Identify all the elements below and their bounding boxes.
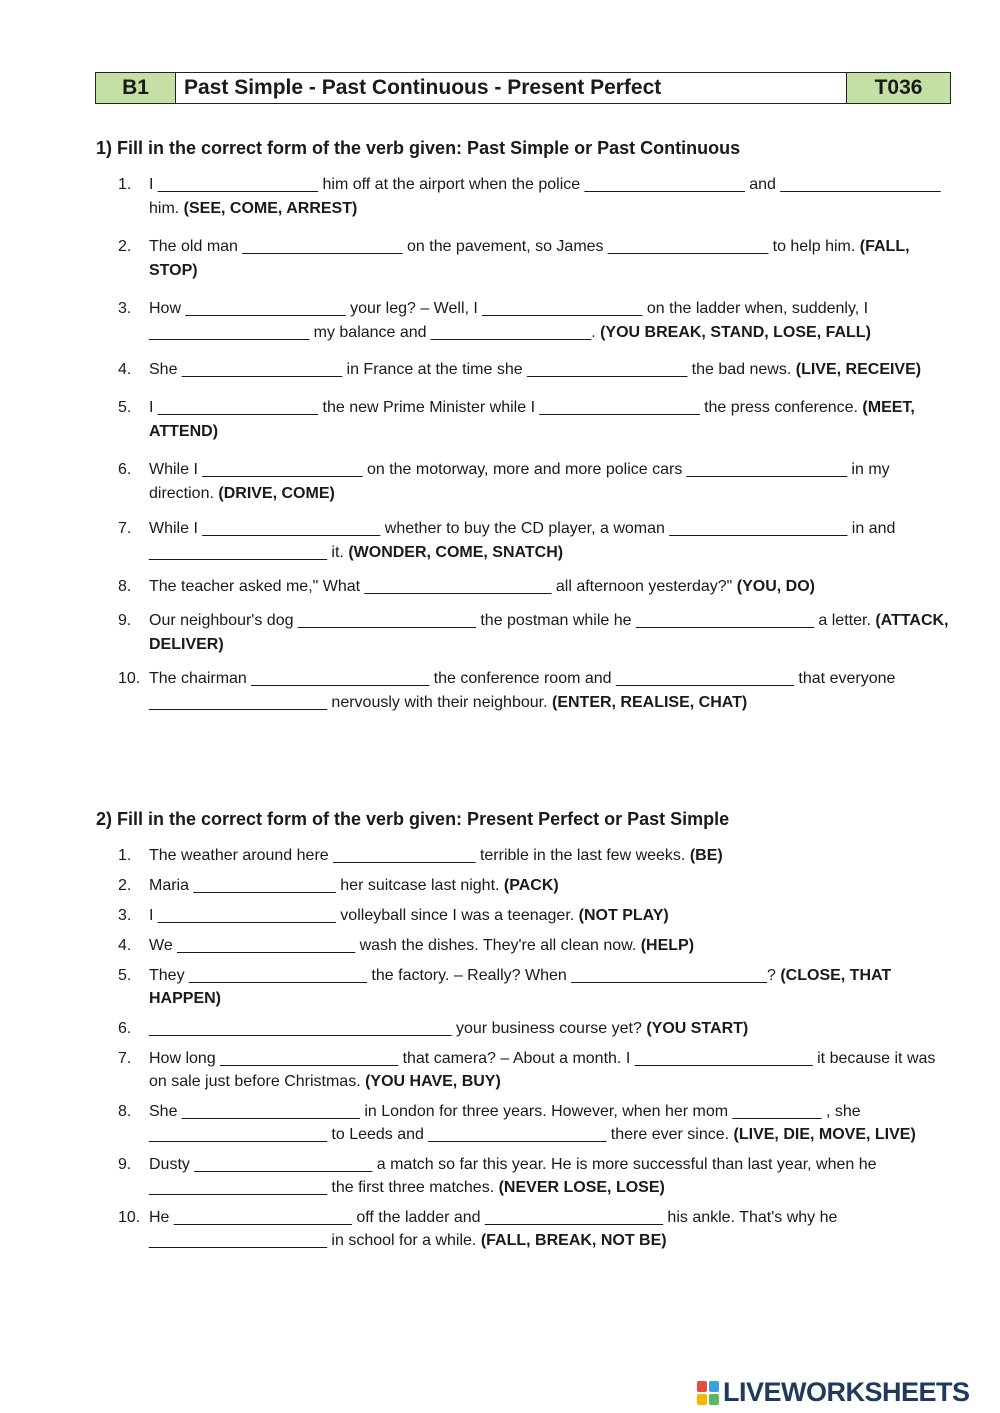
exercise-item <box>118 1100 950 1146</box>
verb-hint: (YOU START) <box>646 1020 749 1037</box>
verb-hint: (ENTER, REALISE, CHAT) <box>551 694 748 711</box>
liveworksheets-logo-icon <box>696 1380 720 1406</box>
item-number: 4. <box>118 937 132 954</box>
exercise-item <box>118 517 950 565</box>
section-1-exercise-list <box>118 173 950 715</box>
verb-hint: (YOU BREAK, STAND, LOSE, FALL) <box>600 324 871 341</box>
verb-hint: (PACK) <box>503 877 559 894</box>
verb-hint: (BE) <box>689 847 723 864</box>
exercise-item <box>118 396 950 444</box>
level-badge: B1 <box>96 73 176 103</box>
exercise-item <box>118 904 950 927</box>
item-sentence: Our neighbour's dog ____________________ the postman while he ____________________ a letter. <box>149 612 876 629</box>
item-number: 2. <box>118 238 132 255</box>
item-number: 2. <box>118 877 132 894</box>
item-sentence: She ____________________ in London for three years. However, when her mom __________ , she ____________________ to Leeds and ____________________ there ever since. <box>149 1103 861 1143</box>
logo-square-red <box>697 1381 707 1392</box>
item-sentence: The old man __________________ on the pavement, so James __________________ to help him. <box>149 238 860 255</box>
logo-square-yellow <box>697 1394 707 1405</box>
item-sentence: While I __________________ on the motorway, more and more police cars __________________ in my direction. <box>149 461 890 502</box>
exercise-item <box>118 1047 950 1093</box>
verb-hint: (YOU, DO) <box>736 578 815 595</box>
exercise-item <box>118 964 950 1010</box>
exercise-item <box>118 458 950 506</box>
item-sentence: I ____________________ volleyball since I was a teenager. <box>149 907 579 924</box>
verb-hint: (CLOSE, THAT HAPPEN) <box>149 967 892 1007</box>
exercise-item <box>118 609 950 657</box>
worksheet-title: Past Simple - Past Continuous - Present Perfect <box>176 73 847 103</box>
item-number: 5. <box>118 967 132 984</box>
item-sentence: While I ____________________ whether to buy the CD player, a woman ____________________ in and ____________________ it. <box>149 520 896 561</box>
item-number: 10. <box>118 1209 141 1226</box>
section-2-title: 2) Fill in the correct form of the verb given: Present Perfect or Past Simple <box>96 809 730 829</box>
item-number: 9. <box>118 612 132 629</box>
liveworksheets-logo <box>696 1377 970 1408</box>
item-sentence: The teacher asked me," What _____________________ all afternoon yesterday?" <box>149 578 737 595</box>
exercise-item <box>118 934 950 957</box>
exercise-item <box>118 844 950 867</box>
item-number: 1. <box>118 847 132 864</box>
logo-text: LIVEWORKSHEETS <box>723 1377 970 1407</box>
verb-hint: (LIVE, RECEIVE) <box>795 361 922 378</box>
item-number: 8. <box>118 1103 132 1120</box>
item-sentence: Dusty ____________________ a match so far this year. He is more successful than last year, when he ____________________ the first three matches. <box>149 1156 877 1196</box>
section-2-exercise-list <box>118 844 950 1259</box>
item-sentence: She __________________ in France at the time she __________________ the bad news. <box>149 361 796 378</box>
item-sentence: The weather around here ________________ terrible in the last few weeks. <box>149 847 690 864</box>
item-sentence: They ____________________ the factory. – Really? When ______________________? <box>149 967 781 984</box>
worksheet-code: T036 <box>847 73 950 103</box>
item-sentence: The chairman ____________________ the conference room and ____________________ that everyone ____________________ nervously with their neighbour. <box>149 670 896 711</box>
exercise-item <box>118 235 950 283</box>
exercise-item <box>118 1206 950 1252</box>
verb-hint: (FALL, BREAK, NOT BE) <box>480 1232 667 1249</box>
item-number: 6. <box>118 1020 132 1037</box>
item-number: 4. <box>118 361 132 378</box>
item-sentence: I __________________ the new Prime Minister while I __________________ the press conference. <box>149 399 863 416</box>
exercise-item <box>118 575 950 599</box>
item-sentence: I __________________ him off at the airport when the police __________________ and __________________ him. <box>149 176 941 217</box>
section-1-title: 1) Fill in the correct form of the verb given: Past Simple or Past Continuous <box>96 138 741 158</box>
verb-hint: (FALL, STOP) <box>149 238 910 279</box>
exercise-item <box>118 173 950 221</box>
verb-hint: (LIVE, DIE, MOVE, LIVE) <box>733 1126 916 1143</box>
verb-hint: (NEVER LOSE, LOSE) <box>498 1179 665 1196</box>
verb-hint: (WONDER, COME, SNATCH) <box>348 544 564 561</box>
item-number: 10. <box>118 670 141 687</box>
item-number: 9. <box>118 1156 132 1173</box>
item-sentence: How __________________ your leg? – Well, I __________________ on the ladder when, suddenly, I __________________ my balance and __________________. <box>149 300 869 341</box>
exercise-item <box>118 358 950 382</box>
exercise-item <box>118 297 950 345</box>
item-number: 3. <box>118 300 132 317</box>
verb-hint: (SEE, COME, ARREST) <box>183 200 358 217</box>
item-number: 7. <box>118 520 132 537</box>
worksheet-header <box>95 72 951 104</box>
verb-hint: (ATTACK, DELIVER) <box>149 612 949 653</box>
verb-hint: (NOT PLAY) <box>578 907 669 924</box>
item-sentence: He ____________________ off the ladder and ____________________ his ankle. That's why he ____________________ in school for a while. <box>149 1209 838 1249</box>
verb-hint: (HELP) <box>640 937 695 954</box>
verb-hint: (YOU HAVE, BUY) <box>365 1073 501 1090</box>
item-sentence: How long ____________________ that camera? – About a month. I ____________________ it because it was on sale just before Christmas. <box>149 1050 936 1090</box>
item-sentence: We ____________________ wash the dishes. They're all clean now. <box>149 937 641 954</box>
logo-square-blue <box>709 1381 719 1392</box>
verb-hint: (DRIVE, COME) <box>218 485 335 502</box>
item-number: 8. <box>118 578 132 595</box>
item-number: 6. <box>118 461 132 478</box>
item-number: 1. <box>118 176 132 193</box>
item-number: 3. <box>118 907 132 924</box>
exercise-item <box>118 667 950 715</box>
item-sentence: __________________________________ your business course yet? <box>149 1020 647 1037</box>
exercise-item <box>118 874 950 897</box>
item-sentence: Maria ________________ her suitcase last night. <box>149 877 504 894</box>
item-number: 7. <box>118 1050 132 1067</box>
logo-square-green <box>709 1394 719 1405</box>
exercise-item <box>118 1017 950 1040</box>
item-number: 5. <box>118 399 132 416</box>
verb-hint: (MEET, ATTEND) <box>149 399 915 440</box>
exercise-item <box>118 1153 950 1199</box>
